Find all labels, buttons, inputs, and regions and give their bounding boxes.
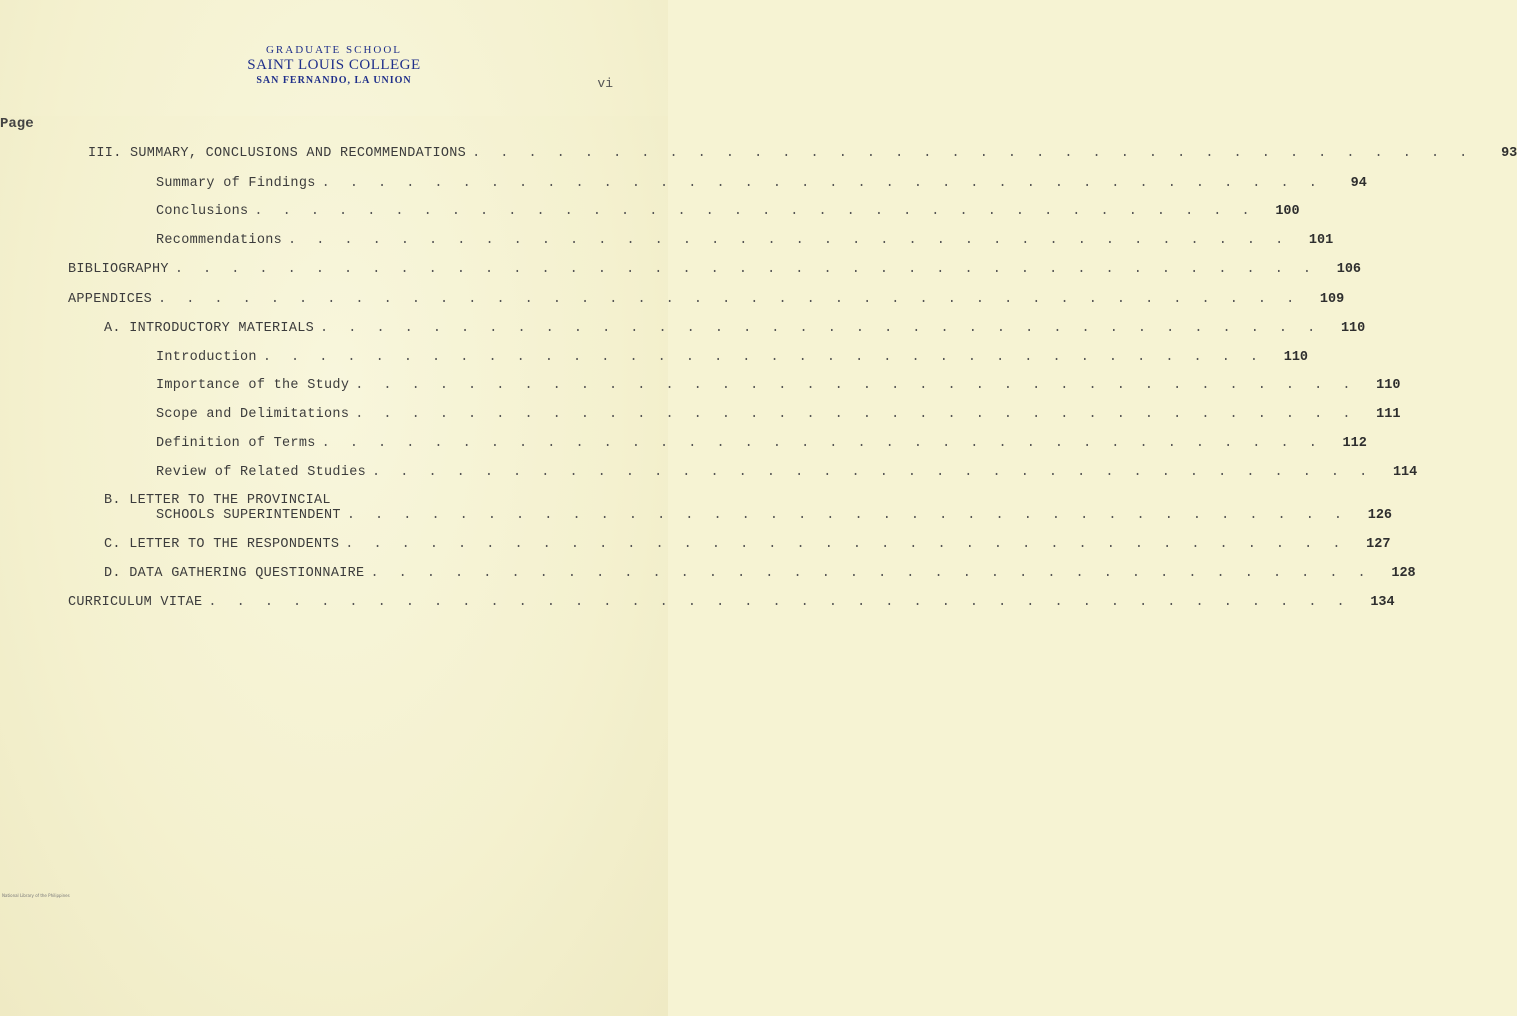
- letterhead-school-division: GRADUATE SCHOOL: [265, 44, 403, 56]
- toc-leader-dots: . . . . . . . . . . . . . . . . . . . . . . . . . . . . . . . . . . . .: [370, 566, 1372, 581]
- toc-label: A. INTRODUCTORY MATERIALS: [104, 321, 315, 336]
- toc-page-number: 93: [1501, 146, 1517, 161]
- toc-label: C. LETTER TO THE RESPONDENTS: [104, 537, 340, 552]
- toc-page-number: 111: [1376, 407, 1401, 422]
- toc-page-number: 114: [1392, 465, 1418, 480]
- toc-label: Conclusions: [156, 204, 249, 219]
- toc-leader-dots: . . . . . . . . . . . . . . . . . . . . . . . . . . . . . . . . . . . . . . . . .: [174, 262, 1318, 277]
- toc-label: Definition of Terms: [156, 436, 316, 451]
- toc-row-appendix-b: [156, 508, 1393, 526]
- page-column-header: Page: [0, 116, 668, 1016]
- toc-label: Review of Related Studies: [156, 465, 367, 480]
- toc-leader-dots: . . . . . . . . . . . . . . . . . . . . . . . . . . . . . . . . . . . .: [321, 436, 1323, 451]
- toc-row-scope-delimitations: [156, 407, 1401, 425]
- toc-page-number: 110: [1376, 378, 1401, 393]
- toc-row-summary-of-findings: [156, 176, 1367, 194]
- toc-leader-dots: . . . . . . . . . . . . . . . . . . . . . . . . . . . . . . . . . . . .: [355, 378, 1357, 393]
- toc-row-importance-of-study: [156, 378, 1401, 396]
- toc-page-number: 127: [1366, 537, 1391, 552]
- toc-leader-dots: . . . . . . . . . . . . . . . . . . . . . . . . . . . . . . . . . . . . . . . . .: [158, 292, 1301, 307]
- toc-leader-dots: . . . . . . . . . . . . . . . . . . . . . . . . . . . . . . . . . . . .: [321, 176, 1323, 191]
- toc-label: Importance of the Study: [156, 378, 350, 393]
- toc-leader-dots: . . . . . . . . . . . . . . . . . . . . . . . . . . . . . . . . . . . . . . . . .: [208, 595, 1351, 610]
- toc-page-number: 109: [1319, 292, 1345, 307]
- toc-page-number: 110: [1283, 350, 1309, 365]
- scan-footer: National Library of the Philippines: [2, 893, 70, 898]
- toc-leader-dots: . . . . . . . . . . . . . . . . . . . . . . . . . . . . . . . . . . . .: [346, 508, 1349, 523]
- toc-page-number: 112: [1342, 436, 1367, 451]
- toc-label: Recommendations: [156, 233, 283, 248]
- toc-label: BIBLIOGRAPHY: [68, 262, 169, 277]
- toc-row-appendices: [68, 292, 1345, 310]
- toc-leader-dots: . . . . . . . . . . . . . . . . . . . . . . . . . . . . . . . . . . . .: [262, 350, 1265, 365]
- page-number: vi: [597, 76, 613, 91]
- letterhead-college-name: SAINT LOUIS COLLEGE: [247, 57, 421, 73]
- toc-leader-dots: . . . . . . . . . . . . . . . . . . . . . . . . . . . . . . . . . . . .: [254, 204, 1256, 219]
- toc-row-appendix-d: [104, 566, 1416, 584]
- toc-row-chapter-3: [88, 146, 1517, 164]
- toc-label: Summary of Findings: [156, 176, 316, 191]
- toc-row-conclusions: [156, 204, 1300, 222]
- toc-page-number: 106: [1336, 262, 1362, 277]
- toc-label: III. SUMMARY, CONCLUSIONS AND RECOMMENDATIONS: [88, 146, 467, 161]
- toc-label: Scope and Delimitations: [156, 407, 350, 422]
- toc-label: D. DATA GATHERING QUESTIONNAIRE: [104, 566, 365, 581]
- toc-row-definition-of-terms: [156, 436, 1367, 454]
- toc-page-number: 134: [1370, 595, 1395, 610]
- toc-page-number: 110: [1340, 321, 1366, 336]
- toc-leader-dots: . . . . . . . . . . . . . . . . . . . . . . . . . . . . . . . . . . . .: [372, 465, 1374, 480]
- toc-row-bibliography: [68, 262, 1362, 280]
- toc-leader-dots: . . . . . . . . . . . . . . . . . . . . . . . . . . . . . . . . . . . .: [472, 146, 1474, 161]
- toc-label: CURRICULUM VITAE: [68, 595, 203, 610]
- toc-label: APPENDICES: [68, 292, 153, 307]
- toc-label: Introduction: [156, 350, 257, 365]
- toc-label: SCHOOLS SUPERINTENDENT: [156, 508, 341, 523]
- toc-row-curriculum-vitae: [68, 595, 1395, 613]
- toc-page-number: 101: [1308, 233, 1334, 248]
- toc-leader-dots: . . . . . . . . . . . . . . . . . . . . . . . . . . . . . . . . . . . .: [355, 407, 1357, 422]
- toc-leader-dots: . . . . . . . . . . . . . . . . . . . . . . . . . . . . . . . . . . . .: [345, 537, 1347, 552]
- toc-row-review-related-studies: [156, 465, 1418, 483]
- letterhead-address: SAN FERNANDO, LA UNION: [256, 75, 412, 86]
- toc-row-appendix-c: [104, 537, 1391, 555]
- toc-row-appendix-a: [104, 321, 1366, 339]
- toc-row-introduction: [156, 350, 1309, 368]
- toc-leader-dots: . . . . . . . . . . . . . . . . . . . . . . . . . . . . . . . . . . . .: [320, 321, 1322, 336]
- toc-row-appendix-b-line1: B. LETTER TO THE PROVINCIAL: [104, 493, 331, 508]
- toc-page-number: 128: [1391, 566, 1416, 581]
- letterhead: [0, 44, 668, 87]
- toc-row-recommendations: [156, 233, 1334, 251]
- toc-page-number: 100: [1275, 204, 1300, 219]
- toc-page-number: 126: [1367, 508, 1393, 523]
- toc-leader-dots: . . . . . . . . . . . . . . . . . . . . . . . . . . . . . . . . . . . .: [288, 233, 1290, 248]
- toc-page-number: 94: [1350, 176, 1367, 191]
